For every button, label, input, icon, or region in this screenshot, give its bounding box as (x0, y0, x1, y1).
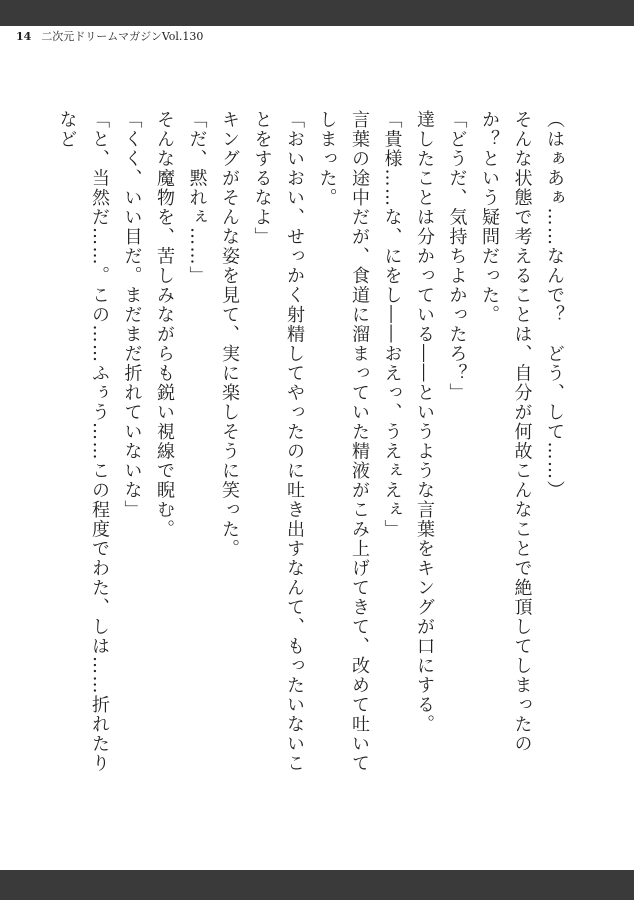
paragraph: 「くく、いい目だ。まだまだ折れていないな」 (121, 110, 143, 520)
top-bar (0, 0, 634, 26)
paragraph: 「どうだ、気持ちよかったろ？」 (446, 110, 468, 403)
paragraph: （はぁあぁ……なんで？ どう、して……） (544, 110, 565, 500)
paragraph: 「おいおい、せっかく射精してやったのに吐き出すなんて、もったいないことをするなよ」 (251, 110, 305, 773)
bottom-bar (0, 870, 634, 900)
paragraph: 言葉の途中だが、食道に溜まっていた精液がこみ上げてきて、改めて吐いてしまった。 (316, 110, 370, 773)
magazine-title: 二次元ドリームマガジンVol.130 (41, 30, 204, 43)
vertical-body-text (56, 110, 570, 790)
page-number: 14 (16, 30, 32, 43)
paragraph: 達したことは分かっている――というような言葉をキングが口にする。 (414, 110, 435, 734)
paragraph: そんな魔物を、苦しみながらも鋭い視線で睨む。 (154, 110, 175, 539)
paragraph: 「と、当然だ……。この……ふぅう……この程度でわた、しは……折れたりなど (56, 110, 110, 773)
paragraph: 「貴様……な、にをし――おえっ、うえぇえぇ」 (381, 110, 403, 539)
page-header (16, 30, 203, 44)
paragraph: 「だ、黙れぇ……」 (186, 110, 208, 286)
paragraph: キングがそんな姿を見て、実に楽しそうに笑った。 (219, 110, 240, 559)
paragraph: そんな状態で考えることは、自分が何故こんなことで絶頂してしまったのか？という疑問だった。 (479, 110, 533, 754)
